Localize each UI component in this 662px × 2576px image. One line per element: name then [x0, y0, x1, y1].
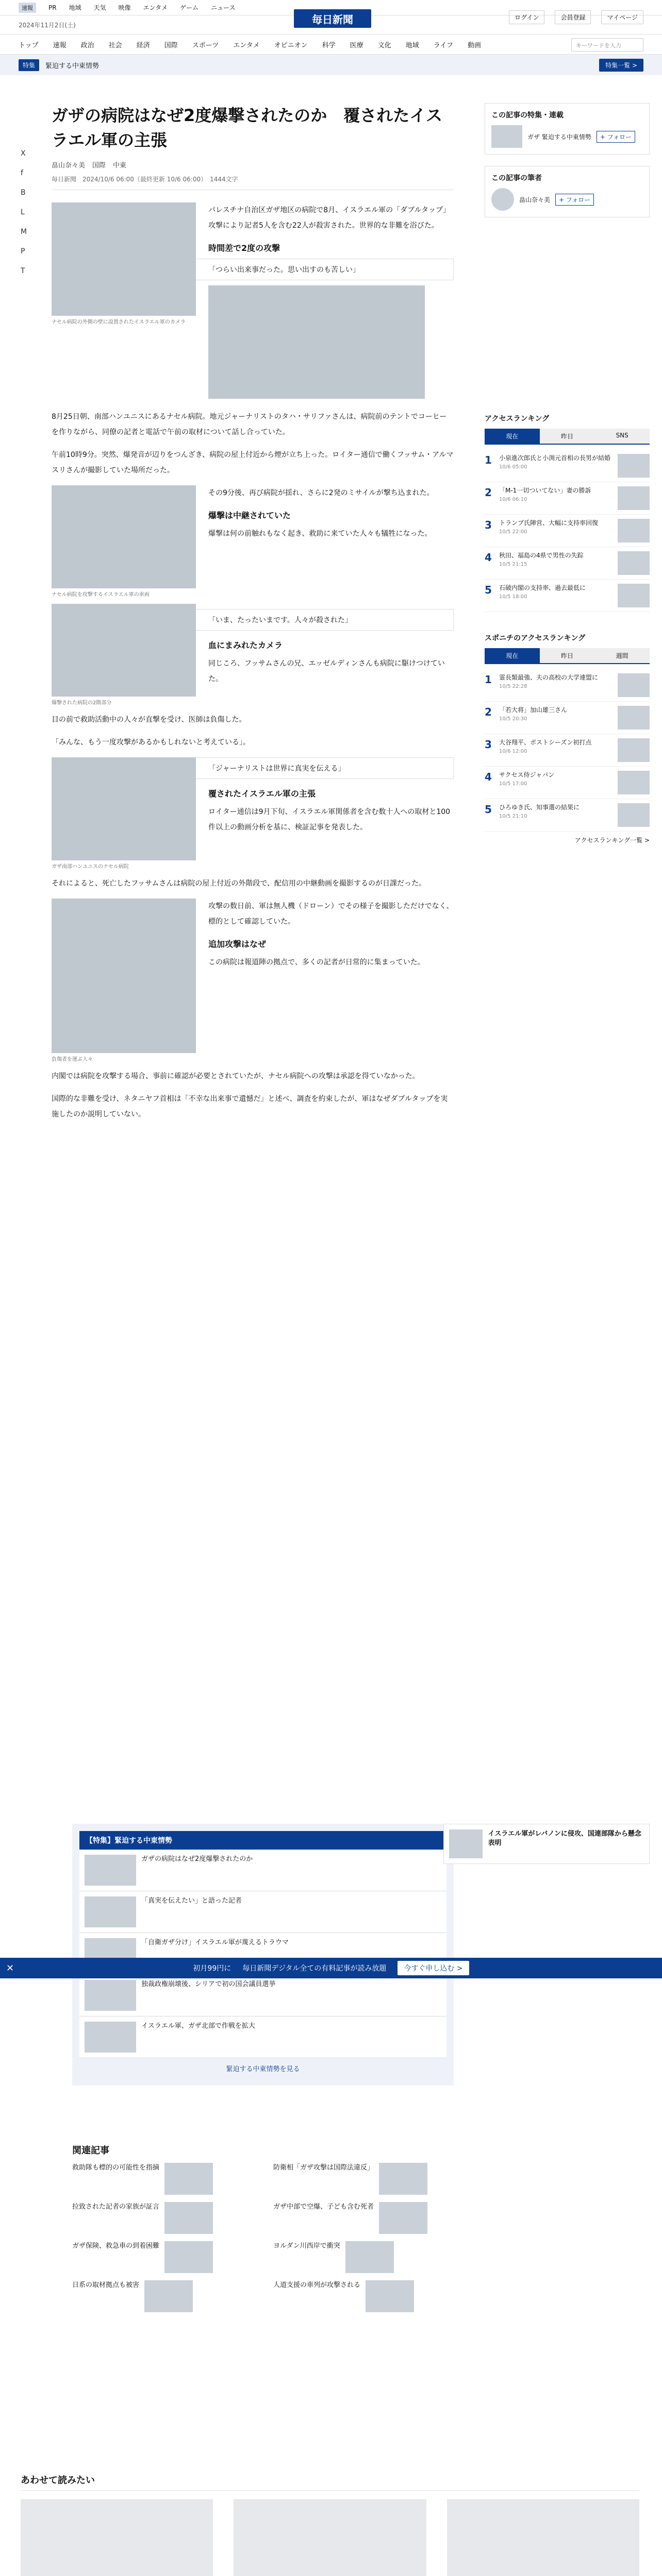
banner-sub: 毎日新聞デジタル全ての有料記事が読み放題: [242, 1964, 387, 1973]
paragraph: 国際的な非難を受け、ネタニヤフ首相は「不幸な出来事で遺憾だ」と述べ、調査を約束したが、軍はなぜダブルタップを実施したのか説明していない。: [52, 1095, 448, 1118]
related-item[interactable]: 防衛相「ガザ攻撃は国際法違反」: [273, 2163, 454, 2195]
article-photo[interactable]: [52, 604, 196, 697]
series-panel-heading: 【特集】緊迫する中東情勢: [79, 1831, 446, 1850]
ranking-thumb: [618, 706, 650, 730]
card-thumb: [21, 2499, 213, 2576]
sports-ranking-heading: スポニチのアクセスランキング: [485, 634, 586, 642]
top-link[interactable]: 天気: [93, 4, 106, 11]
paragraph: 爆撃は何の前触れもなく起き、救助に来ていた人々も犠牲になった。: [208, 530, 432, 538]
nav-item[interactable]: スポーツ: [192, 41, 219, 49]
bookmark-share-icon[interactable]: B: [21, 189, 26, 197]
related-item[interactable]: 人道支援の車列が攻撃される: [273, 2280, 454, 2312]
tab-yesterday[interactable]: 昨日: [540, 429, 595, 444]
photo-block: [52, 202, 196, 326]
related-thumb: [144, 2280, 193, 2312]
header-account-links: [509, 10, 643, 24]
recommended-heading: あわせて読みたい: [21, 2473, 639, 2491]
card-thumb: [234, 2499, 426, 2576]
top-link[interactable]: ニュース: [211, 4, 236, 11]
related-thumb: [379, 2163, 427, 2195]
follow-button[interactable]: + フォロー: [597, 131, 635, 143]
line-share-icon[interactable]: L: [21, 208, 25, 216]
recommended-section: [21, 2473, 639, 2576]
category-link[interactable]: 国際: [92, 162, 106, 170]
ranking-item[interactable]: 1 霊長類最強、夫の高校の大学連盟に 10/5 22:28: [485, 669, 650, 702]
nav-item[interactable]: 動画: [467, 41, 481, 49]
sports-ranking-section: [485, 633, 650, 844]
section-heading: 追加攻撃はなぜ: [208, 939, 267, 949]
paragraph: この病院は報道陣の拠点で、多くの記者が日常的に集まっていた。: [208, 958, 425, 967]
byline: [52, 160, 454, 170]
ranking-item[interactable]: 2 「M-1一切ついてない」妻の勝訴 10/6 06:10: [485, 482, 650, 515]
photo-block: [52, 604, 196, 707]
article: [52, 103, 454, 1129]
paragraph: それによると、死亡したフッサムさんは病院の屋上付近の外階段で、配信用の中継動画を撮影するのが日課だった。: [52, 879, 426, 888]
series-more-link[interactable]: 緊迫する中東情勢を見る: [226, 2065, 300, 2073]
author-box: [485, 166, 650, 217]
ranking-thumb: [618, 454, 650, 478]
article-photo[interactable]: [52, 899, 196, 1053]
follow-button[interactable]: + フォロー: [555, 194, 594, 206]
ranking-item[interactable]: 3 大谷翔平、ポストシーズン初打点 10/6 12:00: [485, 734, 650, 767]
top-link[interactable]: PR: [48, 4, 57, 11]
tab-current[interactable]: 現在: [485, 648, 540, 663]
search-input[interactable]: キーワードを入力: [571, 38, 643, 52]
photo-block: [52, 757, 196, 871]
top-link[interactable]: エンタメ: [143, 4, 168, 11]
nav-item[interactable]: ライフ: [433, 41, 453, 49]
related-thumb: [345, 2241, 394, 2273]
copy-link-icon[interactable]: T: [21, 267, 25, 275]
article-photo[interactable]: [52, 202, 196, 316]
ranking-thumb: [618, 673, 650, 697]
photo-caption: 爆撃された病院の2階部分: [52, 700, 112, 706]
ranking-item[interactable]: 2 「若大将」加山雄三さん 10/5 20:30: [485, 702, 650, 734]
ranking-thumb: [618, 584, 650, 607]
article-title: ガザの病院はなぜ2度爆撃されたのか 覆されたイスラエル軍の主張: [52, 106, 442, 150]
nav-item[interactable]: 地域: [405, 41, 419, 49]
pull-quote: 「つらい出来事だった。思い出すのも苦しい」: [52, 259, 454, 280]
paragraph: 目の前で救助活動中の人々が直撃を受け、医師は負傷した。: [52, 716, 246, 724]
tab-yesterday[interactable]: 昨日: [540, 648, 595, 663]
alert-link[interactable]: 緊迫する中東情勢: [45, 62, 100, 70]
x-share-icon[interactable]: X: [21, 149, 26, 158]
series-link[interactable]: ガザ 緊迫する中東情勢: [527, 133, 591, 141]
paragraph: パレスチナ自治区ガザ地区の病院で8月、イスラエル軍の「ダブルタップ」攻撃により記者5人を含む22人が殺害された。世界的な非難を浴びた。: [208, 206, 450, 230]
ranking-item[interactable]: 4 秋田、福島の4県で男性の失踪 10/5 21:15: [485, 547, 650, 580]
ranking-heading: アクセスランキング: [485, 415, 550, 423]
paragraph: 同じころ、フッサムさんの兄、エッゼルディンさんも病院に駆けつけていた。: [208, 659, 445, 683]
photo-caption: 負傷者を運ぶ人々: [52, 1057, 93, 1062]
series-item[interactable]: イスラエル軍、ガザ北部で作戦を拡大: [79, 2016, 446, 2058]
subscription-banner: [0, 1958, 662, 1978]
series-item-thumb: [85, 1896, 136, 1927]
photo-caption: ナセル病院の外側の壁に設置されたイスラエル軍のカメラ: [52, 319, 186, 325]
section-heading: 血にまみれたカメラ: [208, 640, 283, 650]
series-item[interactable]: ガザの病院はなぜ2度爆撃されたのか: [79, 1850, 446, 1891]
section-heading: 時間差で2度の攻撃: [208, 243, 280, 253]
related-item[interactable]: 救助隊も標的の可能性を指摘: [72, 2163, 253, 2195]
series-item[interactable]: 独裁政権崩壊後、シリアで初の国会議員選挙: [79, 1975, 446, 2016]
related-item[interactable]: ガザ保険、救急車の到着困難: [72, 2241, 253, 2273]
section-heading: 覆されたイスラエル軍の主張: [208, 789, 316, 799]
tab-current[interactable]: 現在: [485, 429, 540, 444]
related-item[interactable]: ガザ中部で空爆、子ども含む死者: [273, 2202, 454, 2234]
ranking-thumb: [618, 738, 650, 762]
paragraph: 8月25日朝、南部ハンユニスにあるナセル病院。地元ジャーナリストのタハ・サリファさんは、病院前のテントでコーヒーを作りながら、同僚の記者と電話で午前の取材について話し合っていた。: [52, 413, 447, 436]
print-icon[interactable]: P: [21, 247, 25, 256]
date-text: 2024年11月2日(土): [19, 21, 76, 29]
ranking-thumb: [618, 519, 650, 543]
site-logo[interactable]: 毎日新聞: [294, 9, 371, 28]
photo-block: [52, 899, 196, 1063]
related-thumb: [379, 2202, 427, 2234]
ranking-thumb: [618, 486, 650, 510]
paragraph: 攻撃の数日前、軍は無人機（ドローン）でその様子を撮影しただけでなく、標的として確認していた。: [208, 902, 454, 926]
recommended-card[interactable]: [234, 2499, 426, 2576]
recommended-card[interactable]: [447, 2499, 639, 2576]
nav-item[interactable]: オピニオン: [274, 41, 308, 49]
avatar[interactable]: [491, 188, 514, 211]
alert-more-button[interactable]: 特集一覧 >: [599, 59, 643, 72]
paragraph: 午前10時9分。突然、爆発音が辺りをつんざき、病院の屋上付近から煙が立ち上った。ロイター通信で働くフッサム・アルマスリさんが撮影していた場所だった。: [52, 451, 454, 474]
article-meta: 毎日新聞 2024/10/6 06:00（最終更新 10/6 06:00） 1444文字: [52, 175, 454, 190]
nav-item[interactable]: 速報: [53, 41, 67, 49]
mail-share-icon[interactable]: M: [21, 228, 27, 236]
pull-quote: 「ジャーナリストは世界に真実を伝える」: [52, 757, 454, 779]
related-thumb: [366, 2280, 414, 2312]
author-name[interactable]: 畠山奈々美: [519, 196, 551, 204]
author-link[interactable]: 畠山奈々美: [52, 162, 86, 170]
article-photo[interactable]: [52, 485, 196, 588]
recommended-card[interactable]: [21, 2499, 213, 2576]
popup-title: イスラエル軍がレバノンに侵攻、国連部隊から懸念表明: [488, 1830, 641, 1847]
series-thumb[interactable]: [491, 125, 522, 148]
tab-weekly[interactable]: 週間: [594, 648, 650, 663]
article-photo[interactable]: [52, 757, 196, 860]
related-thumb: [164, 2163, 213, 2195]
ranking-tabs: [485, 429, 650, 445]
series-heading: この記事の特集・連載: [491, 111, 564, 120]
category-link[interactable]: 中東: [113, 162, 127, 170]
login-link[interactable]: ログイン: [509, 10, 544, 24]
series-item[interactable]: 「真実を伝えたい」と語った記者: [79, 1891, 446, 1933]
pull-quote: 「いま、たったいまです。人々が殺された」: [52, 609, 454, 631]
nav-item[interactable]: エンタメ: [233, 41, 260, 49]
related-item[interactable]: ヨルダン川西岸で衝突: [273, 2241, 454, 2273]
paragraph: ロイター通信は9月下旬、イスラエル軍関係者を含む数十人への取材と100件以上の動画分析を基に、検証記事を発表した。: [208, 808, 451, 832]
related-articles: [72, 2143, 454, 2312]
top-link[interactable]: 映像: [118, 4, 131, 11]
author-heading: この記事の筆者: [491, 174, 542, 182]
series-item[interactable]: 「自衛ガザ分け」イスラエル軍が蔑えるトラウマ: [79, 1933, 446, 1975]
related-item[interactable]: 日系の取材拠点も被害: [72, 2280, 253, 2312]
close-icon[interactable]: ✕: [6, 1962, 14, 1974]
popup-thumb: [449, 1829, 483, 1858]
subscribe-button[interactable]: 今すぐ申し込む >: [398, 1961, 469, 1975]
ranking-item[interactable]: 4 サクセス侍ジャパン 10/5 17:00: [485, 767, 650, 799]
top-tag[interactable]: 速報: [19, 3, 36, 13]
ranking-more-link[interactable]: アクセスランキング一覧 >: [574, 837, 650, 844]
banner-price: 初月99円に: [193, 1964, 231, 1973]
ranking-item[interactable]: 5 ひろゆき氏、知事選の結果に 10/5 21:10: [485, 799, 650, 832]
facebook-share-icon[interactable]: f: [21, 169, 23, 177]
register-link[interactable]: 会員登録: [555, 10, 591, 24]
nav-item[interactable]: 社会: [108, 41, 122, 49]
tab-sns[interactable]: SNS: [594, 429, 650, 444]
ranking-item[interactable]: 5 石破内閣の支持率、過去最低に 10/5 18:00: [485, 580, 650, 612]
section-heading: 爆撃は中継されていた: [208, 511, 291, 520]
series-item-thumb: [85, 2022, 136, 2053]
main-nav: [0, 34, 662, 55]
ranking-thumb: [618, 551, 650, 575]
top-link[interactable]: ゲーム: [180, 4, 199, 11]
ranking-item[interactable]: 1 小泉進次郎氏と小渕元首相の長男が結婚 10/6 05:00: [485, 450, 650, 482]
related-thumb: [164, 2241, 213, 2273]
illustration: [208, 285, 425, 399]
photo-caption: ナセル病院を攻撃するイスラエル軍の車両: [52, 592, 150, 598]
related-heading: 関連記事: [72, 2145, 109, 2156]
top-link[interactable]: 地域: [69, 4, 81, 11]
nav-item[interactable]: 経済: [136, 41, 150, 49]
nav-item[interactable]: 文化: [377, 41, 391, 49]
nav-item[interactable]: 科学: [322, 41, 336, 49]
ranking-item[interactable]: 3 トランプ氏陣営、大幅に支持率回復 10/5 22:00: [485, 515, 650, 547]
related-thumb: [164, 2202, 213, 2234]
nav-item[interactable]: トップ: [19, 41, 39, 49]
paragraph: その9分後、再び病院が揺れ、さらに2発のミサイルが撃ち込まれた。: [208, 489, 434, 497]
series-box: [485, 103, 650, 155]
series-item-thumb: [85, 1980, 136, 2011]
share-rail: [21, 149, 27, 275]
nav-item[interactable]: 政治: [80, 41, 94, 49]
mypage-link[interactable]: マイページ: [601, 10, 643, 24]
paragraph: 「みんな、もう一度攻撃があるかもしれないと考えている」。: [52, 738, 250, 747]
series-panel: [72, 1824, 454, 2086]
card-thumb: [447, 2499, 639, 2576]
alert-bar: [0, 55, 662, 75]
sidebar: [485, 103, 650, 844]
ranking-section: [485, 413, 650, 612]
sports-ranking-tabs: [485, 648, 650, 664]
next-article-popup[interactable]: [443, 1824, 650, 1864]
alert-label: 特集: [19, 59, 39, 71]
ranking-thumb: [618, 803, 650, 827]
nav-item[interactable]: 医療: [350, 41, 363, 49]
series-item-thumb: [85, 1855, 136, 1886]
ranking-thumb: [618, 771, 650, 794]
photo-caption: ガザ南部ハンユニスのナセル病院: [52, 864, 129, 870]
nav-item[interactable]: 国際: [164, 41, 178, 49]
related-item[interactable]: 拉致された記者の家族が証言: [72, 2202, 253, 2234]
paragraph: 内閣では病院を攻撃する場合、事前に確認が必要とされていたが、ナセル病院への攻撃は承認を得ていなかった。: [52, 1072, 420, 1080]
photo-block: [52, 485, 196, 599]
